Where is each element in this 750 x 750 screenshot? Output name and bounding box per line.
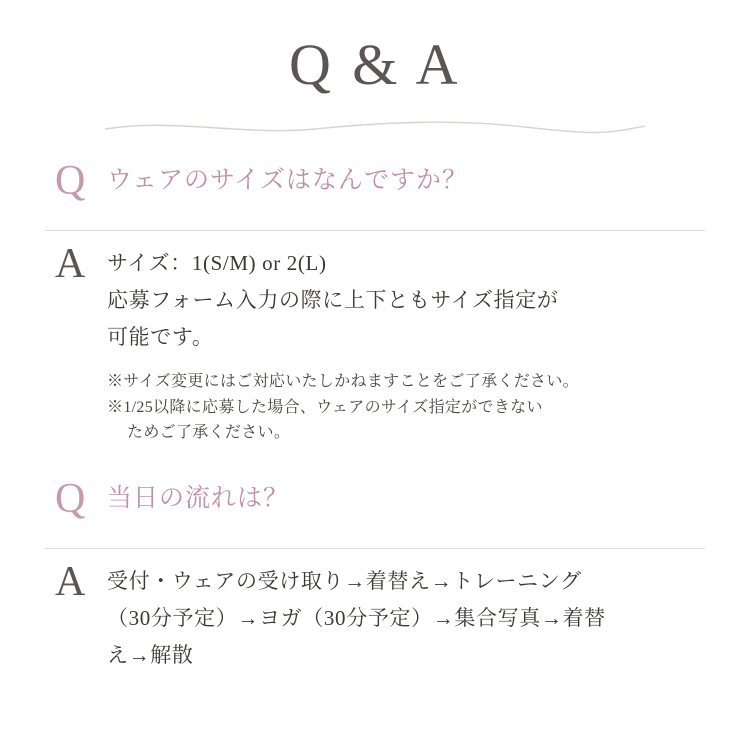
answer-line: 応募フォーム入力の際に上下ともサイズ指定が [107, 287, 559, 312]
note-line: ※サイズ変更にはご対応いたしかねますことをご了承ください。 [107, 373, 580, 391]
answer-row-2 [45, 559, 705, 673]
answer-line: 可能です。 [107, 324, 214, 349]
answer-row-1 [45, 241, 705, 446]
section-gap [45, 446, 705, 476]
answer-line: 受付・ウェアの受け取り→着替え→トレーニング [107, 569, 582, 594]
question-text-1: ウェアのサイズはなんですか？ [107, 167, 469, 194]
question-row-1 [45, 158, 705, 214]
answer-marker: A [55, 559, 86, 606]
answer-marker: A [55, 241, 86, 287]
question-text-2: 当日の流れは？ [107, 485, 290, 513]
question-row-2 [45, 476, 705, 532]
divider-rule-2 [45, 548, 705, 549]
answer-line: サイズ：1(S/M) or 2(L) [107, 251, 327, 275]
answer-notes-1 [107, 369, 705, 446]
note-line: ためご了承ください。 [127, 424, 291, 442]
answer-line: え→解散 [107, 642, 194, 667]
answer-line: （30分予定）→ヨガ（30分予定）→集合写真→着替 [107, 605, 606, 630]
note-line: ※1/25以降に応募した場合、ウェアのサイズ指定ができない [107, 398, 543, 416]
question-marker: Q [55, 158, 86, 204]
qa-block-1 [45, 158, 705, 446]
title-block [0, 0, 750, 97]
wavy-divider [0, 120, 750, 136]
question-marker: Q [55, 476, 86, 523]
answer-body-1 [107, 241, 705, 446]
qa-block-2 [45, 476, 705, 673]
answer-body-2 [107, 559, 705, 673]
qa-list [45, 136, 705, 673]
divider-rule-1 [45, 230, 705, 231]
page-title: Q & A [288, 32, 462, 97]
